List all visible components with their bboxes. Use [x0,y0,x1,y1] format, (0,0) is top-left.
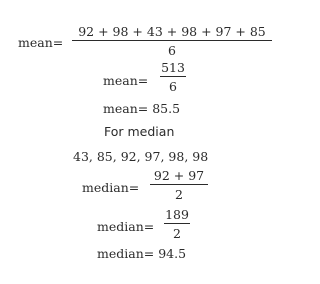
fraction-bar [160,76,186,77]
sorted-values: 43, 85, 92, 97, 98, 98 [73,149,209,164]
median-sum-fraction [150,168,208,202]
fraction-bar [164,223,190,224]
mean-sum-numerator: 92 + 98 + 43 + 98 + 97 + 85 [78,24,266,39]
mean-sum-denominator: 6 [168,43,176,58]
mean-label-1: mean= [18,35,64,50]
median-total-numerator: 189 [165,207,189,222]
mean-label-2: mean= [103,73,149,88]
median-sum-denominator: 2 [175,187,183,202]
for-median-heading: For median [104,124,175,139]
median-sum-numerator: 92 + 97 [153,168,205,183]
mean-total-denominator: 6 [169,79,177,94]
median-total-denominator: 2 [173,226,181,241]
median-result: median= 94.5 [97,246,187,261]
mean-total-numerator: 513 [161,60,185,75]
mean-sum-fraction [72,24,272,58]
mean-result: mean= 85.5 [103,101,181,116]
fraction-bar [72,40,272,41]
median-label-1: median= [82,180,140,195]
median-label-2: median= [97,219,155,234]
median-total-fraction [164,207,190,241]
mean-total-fraction [160,60,186,94]
fraction-bar [150,184,208,185]
